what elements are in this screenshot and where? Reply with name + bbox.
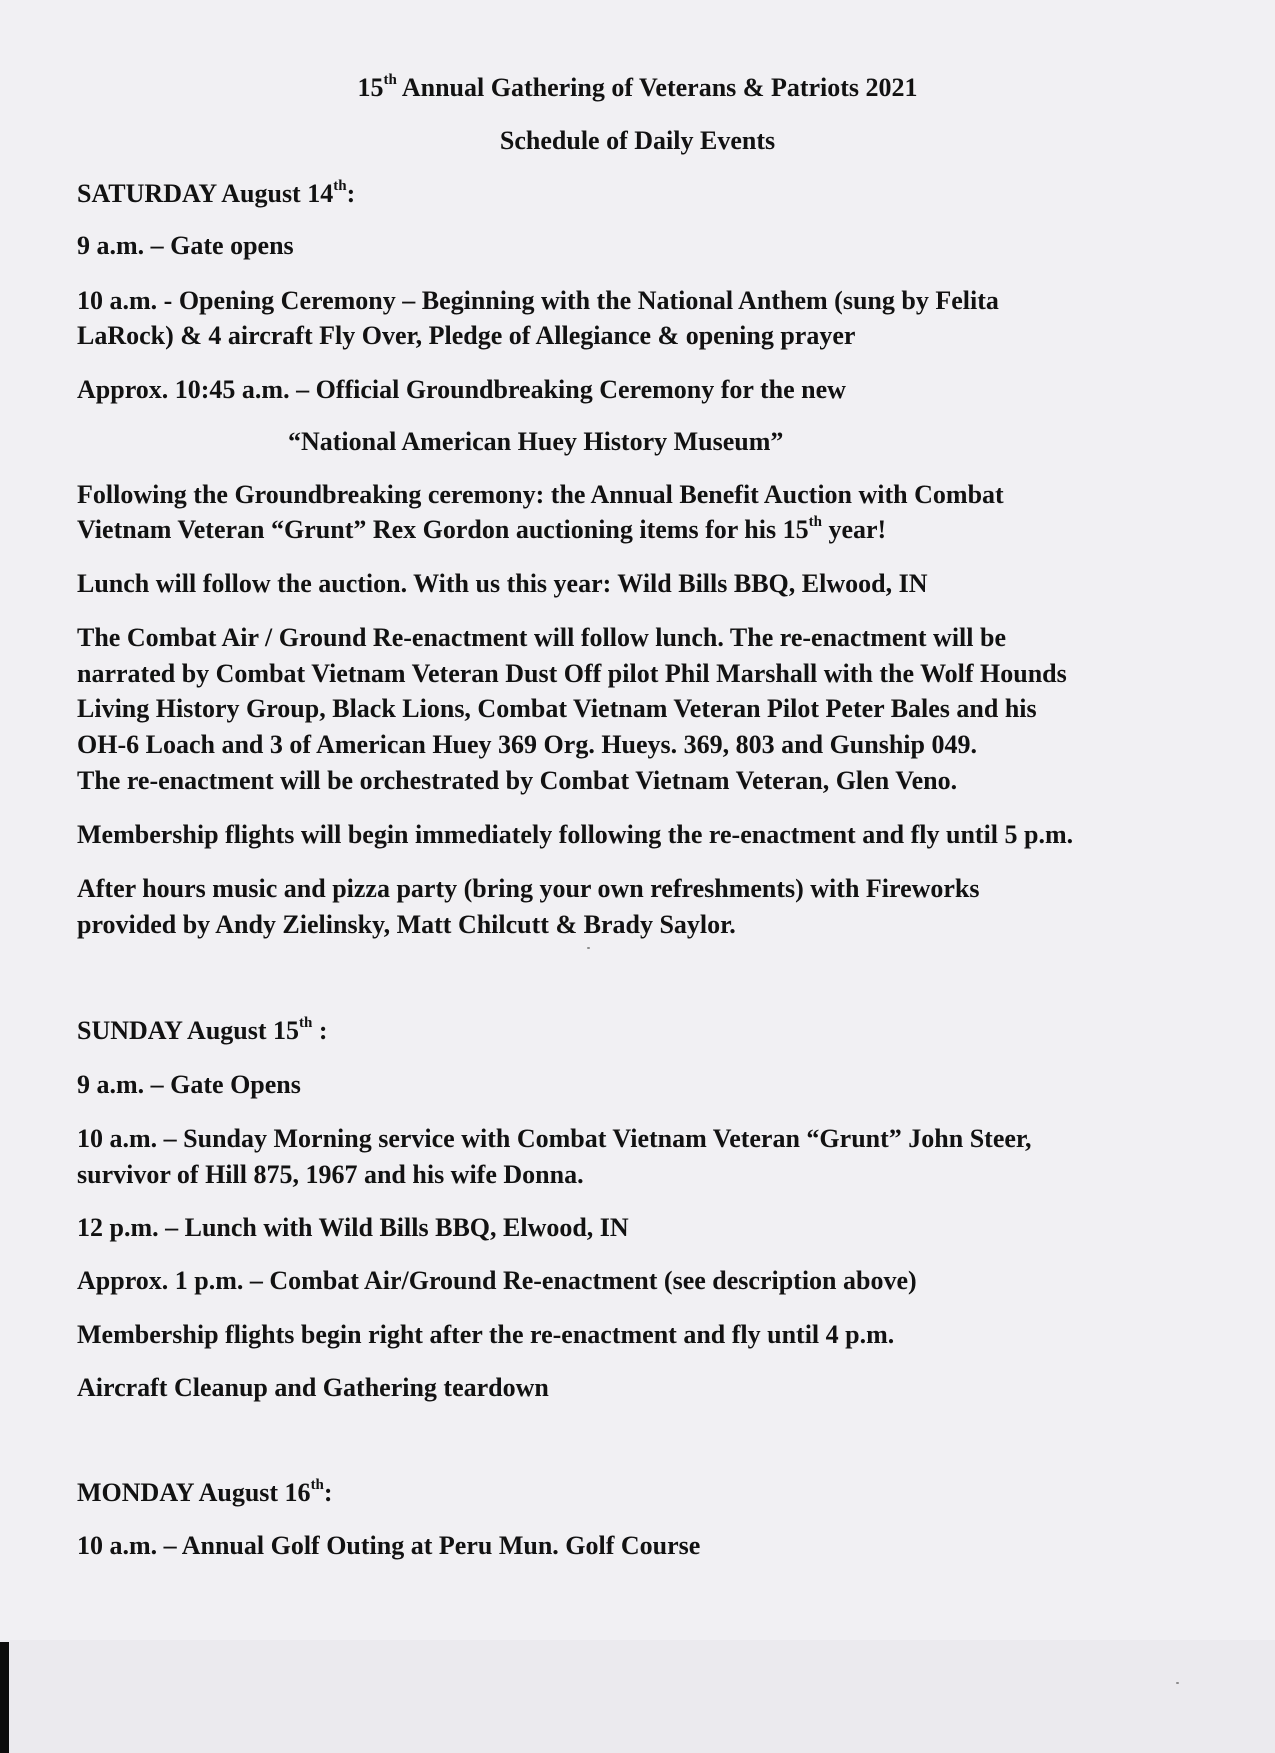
saturday-museum-name: “National American Huey History Museum” xyxy=(288,427,784,456)
scan-edge-mark xyxy=(0,1642,9,1753)
scan-bottom-band xyxy=(0,1640,1275,1753)
saturday-lunch-event: Lunch will follow the auction. With us this year: Wild Bills BBQ, Elwood, IN xyxy=(77,569,928,598)
document-subtitle: Schedule of Daily Events xyxy=(499,126,776,155)
saturday-party-line-1: After hours music and pizza party (bring your own refreshments) with Fireworks xyxy=(77,874,980,903)
sunday-lunch-event: 12 p.m. – Lunch with Wild Bills BBQ, Elwood, IN xyxy=(77,1213,629,1242)
saturday-opening-line-2: LaRock) & 4 aircraft Fly Over, Pledge of Allegiance & opening prayer xyxy=(77,321,856,350)
saturday-party-line-2: provided by Andy Zielinsky, Matt Chilcutt & Brady Saylor. xyxy=(77,910,736,939)
saturday-opening-line-1: 10 a.m. - Opening Ceremony – Beginning with the National Anthem (sung by Felita xyxy=(77,286,999,315)
sunday-heading: SUNDAY August 15th : xyxy=(77,1015,328,1045)
sunday-gate-event: 9 a.m. – Gate Opens xyxy=(77,1070,301,1099)
saturday-reenactment-line-4: OH-6 Loach and 3 of American Huey 369 Org. Hueys. 369, 803 and Gunship 049. xyxy=(77,730,977,759)
saturday-auction-line-1: Following the Groundbreaking ceremony: the Annual Benefit Auction with Combat xyxy=(77,480,1004,509)
scan-speck xyxy=(1176,1682,1179,1684)
saturday-groundbreaking-event: Approx. 10:45 a.m. – Official Groundbreaking Ceremony for the new xyxy=(77,375,846,404)
sunday-flights-event: Membership flights begin right after the re-enactment and fly until 4 p.m. xyxy=(77,1320,895,1349)
scan-speck xyxy=(587,947,590,949)
saturday-flights-event: Membership flights will begin immediately following the re-enactment and fly until 5 p.m. xyxy=(77,820,1074,849)
saturday-heading: SATURDAY August 14th: xyxy=(77,178,356,208)
monday-golf-event: 10 a.m. – Annual Golf Outing at Peru Mun. Golf Course xyxy=(77,1531,701,1560)
saturday-reenactment-line-5: The re-enactment will be orchestrated by Combat Vietnam Veteran, Glen Veno. xyxy=(77,766,958,795)
monday-heading: MONDAY August 16th: xyxy=(77,1477,333,1507)
document-title: 15th Annual Gathering of Veterans & Patriots 2021 xyxy=(357,72,918,102)
saturday-reenactment-line-2: narrated by Combat Vietnam Veteran Dust Off pilot Phil Marshall with the Wolf Hounds xyxy=(77,659,1067,688)
saturday-auction-line-2: Vietnam Veteran “Grunt” Rex Gordon auctioning items for his 15th year! xyxy=(77,514,887,544)
sunday-service-line-2: survivor of Hill 875, 1967 and his wife Donna. xyxy=(77,1160,584,1189)
saturday-reenactment-line-1: The Combat Air / Ground Re-enactment will follow lunch. The re-enactment will be xyxy=(77,623,1006,652)
sunday-reenactment-event: Approx. 1 p.m. – Combat Air/Ground Re-enactment (see description above) xyxy=(77,1266,917,1295)
sunday-cleanup-event: Aircraft Cleanup and Gathering teardown xyxy=(77,1373,549,1402)
sunday-service-line-1: 10 a.m. – Sunday Morning service with Combat Vietnam Veteran “Grunt” John Steer, xyxy=(77,1124,1032,1153)
saturday-gate-event: 9 a.m. – Gate opens xyxy=(77,231,294,260)
saturday-reenactment-line-3: Living History Group, Black Lions, Combat Vietnam Veteran Pilot Peter Bales and his xyxy=(77,694,1037,723)
